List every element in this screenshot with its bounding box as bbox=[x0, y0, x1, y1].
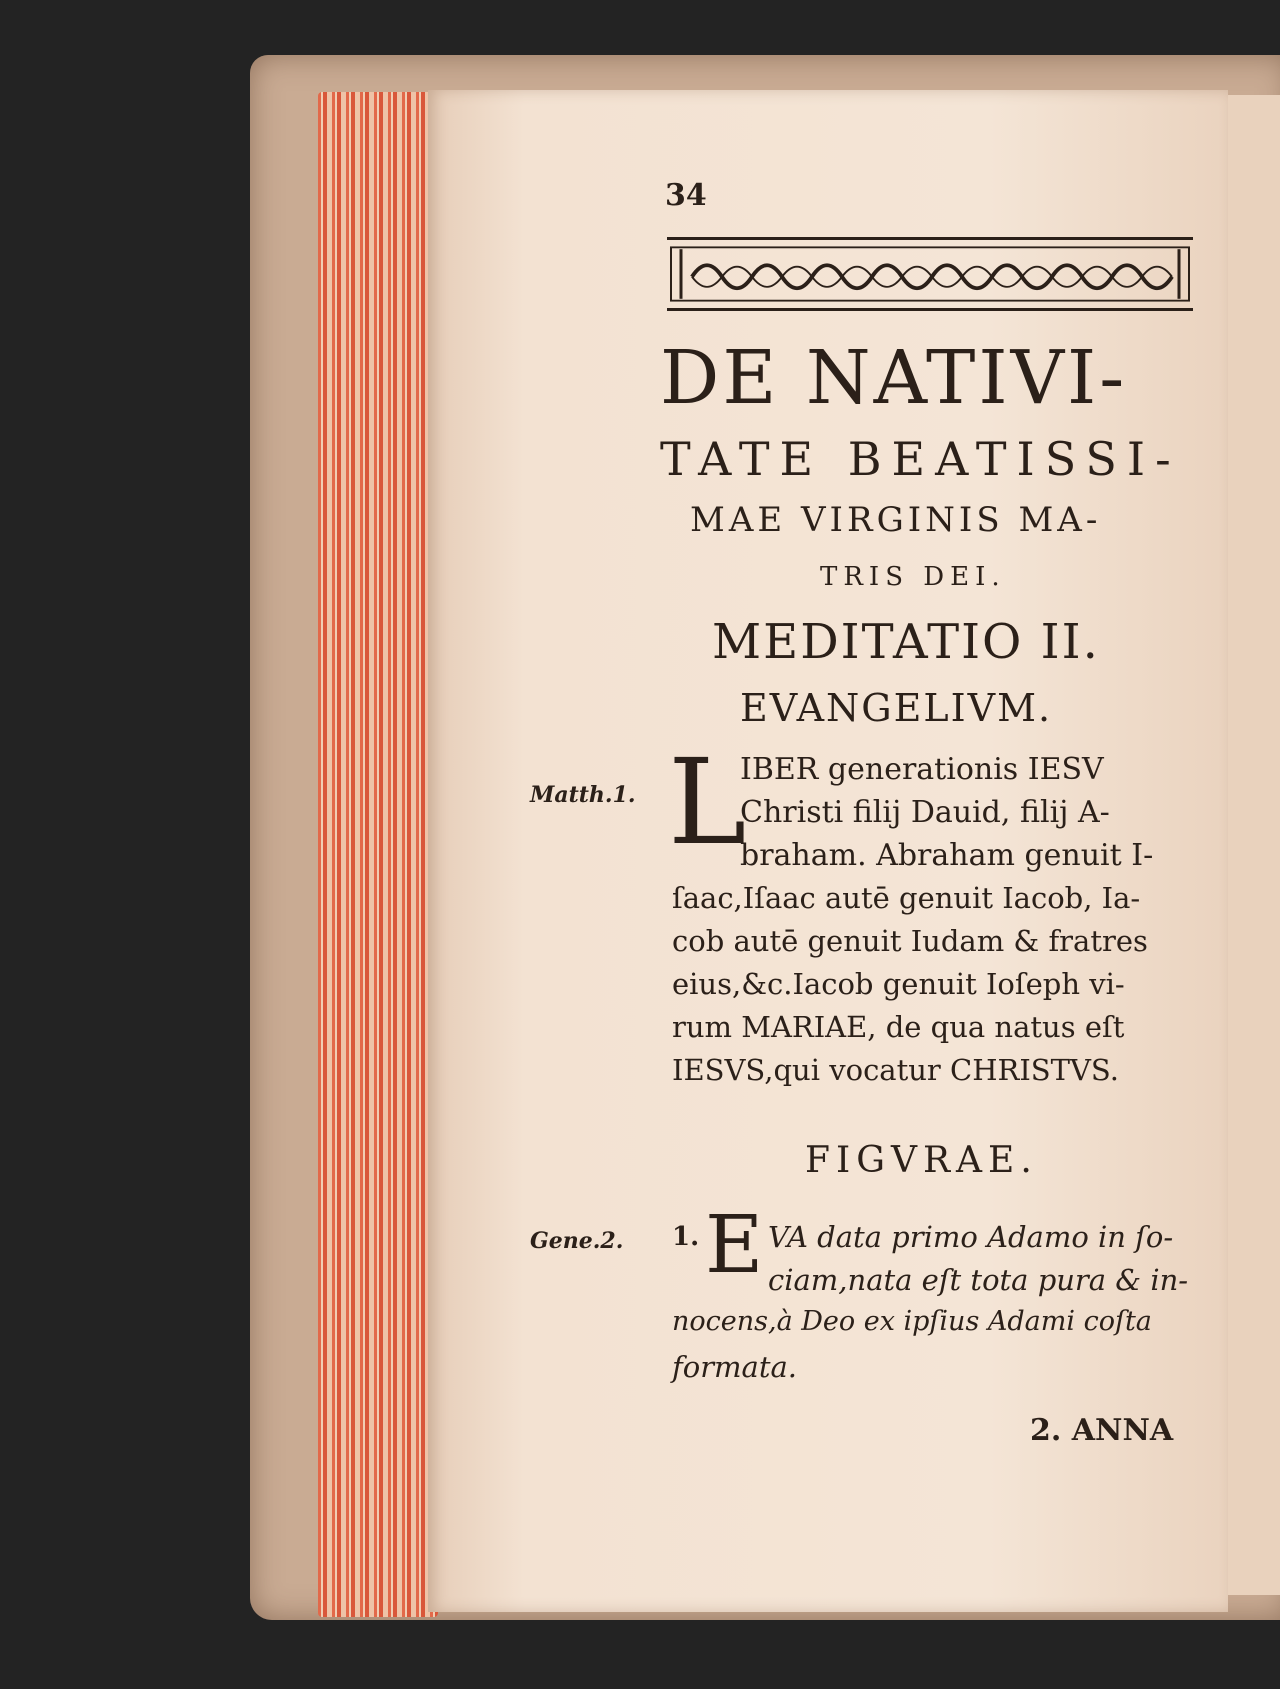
figura-line-3: nocens,à Deo ex ipſius Adami coſta bbox=[672, 1306, 1152, 1337]
facing-page-edge bbox=[1225, 95, 1280, 1595]
evangelium-line-1: IBER generationis IESV bbox=[740, 752, 1104, 787]
dropcap-e: E bbox=[705, 1198, 764, 1291]
figura-line-1: VA data primo Adamo in ſo- bbox=[768, 1220, 1174, 1254]
figurae-heading: FIGVRAE. bbox=[805, 1140, 1038, 1181]
ornamental-border-icon bbox=[667, 237, 1193, 311]
title-line-4: TRIS DEI. bbox=[820, 562, 1006, 592]
title-line-3: MAE VIRGINIS MA- bbox=[690, 500, 1102, 540]
title-line-1: DE NATIVI- bbox=[660, 335, 1128, 421]
evangelium-line-6: eius,&c.Iacob genuit Ioſeph vi- bbox=[672, 967, 1125, 1001]
evangelium-line-3: braham. Abraham genuit I- bbox=[740, 838, 1154, 873]
evangelium-line-4: ſaac,Iſaac autē genuit Iacob, Ia- bbox=[672, 881, 1141, 915]
page-edges bbox=[318, 92, 438, 1617]
figura-line-2: ciam,nata eſt tota pura & in- bbox=[768, 1263, 1189, 1297]
dropcap-l: L bbox=[668, 733, 747, 871]
margin-note-matthew: Matth.1. bbox=[530, 782, 636, 808]
catchword: 2. ANNA bbox=[1030, 1413, 1174, 1448]
margin-note-genesis: Gene.2. bbox=[530, 1228, 624, 1254]
figura-item-number: 1. bbox=[672, 1222, 700, 1252]
evangelium-line-5: cob autē genuit Iudam & fratres bbox=[672, 924, 1148, 958]
figura-line-4: formata. bbox=[672, 1350, 798, 1384]
evangelium-line-8: IESVS,qui vocatur CHRISTVS. bbox=[672, 1053, 1119, 1087]
evangelium-line-2: Christi filij Dauid, filij A- bbox=[740, 795, 1110, 830]
page-number: 34 bbox=[665, 178, 707, 213]
meditatio-heading: MEDITATIO II. bbox=[712, 614, 1100, 670]
evangelium-line-7: rum MARIAE, de qua natus eſt bbox=[672, 1010, 1125, 1044]
evangelium-heading: EVANGELIVM. bbox=[740, 686, 1053, 730]
title-line-2: TATE BEATISSI- bbox=[660, 432, 1181, 486]
